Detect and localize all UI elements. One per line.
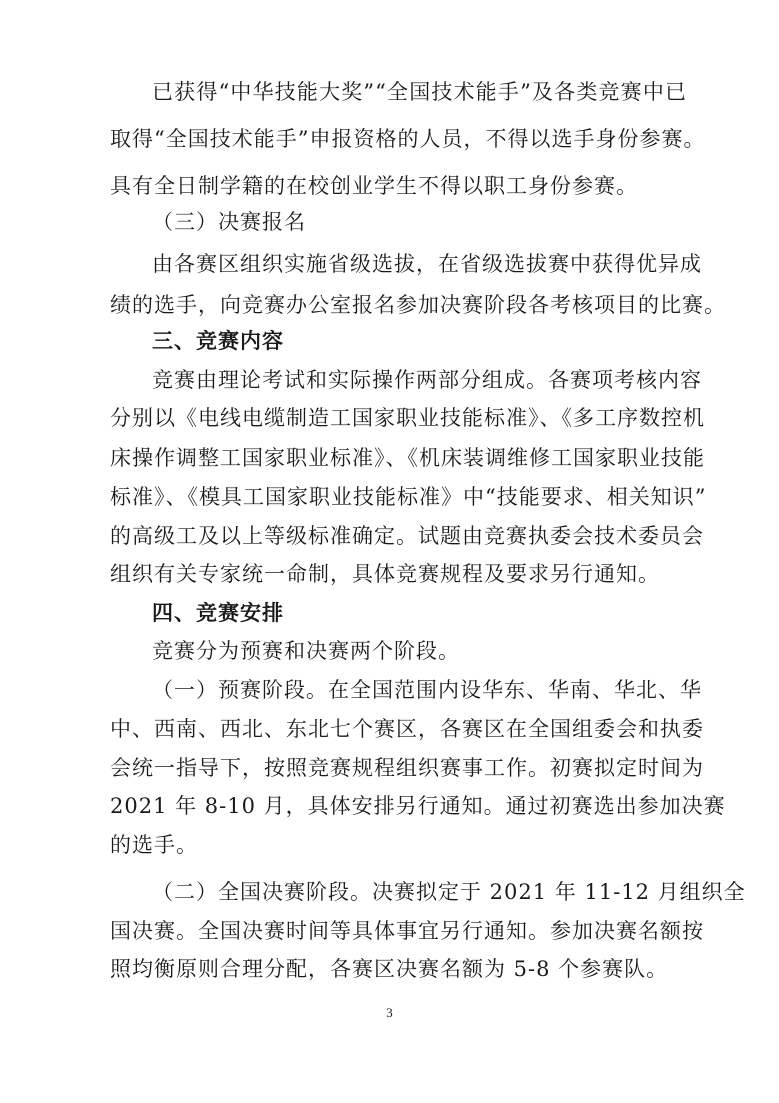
body-line: 的高级工及以上等级标准确定。试题由竞赛执委会技术委员会 [110,524,704,548]
body-line: 标准》、《模具工国家职业技能标准》中“技能要求、相关知识” [110,485,707,509]
body-line: 取得“全国技术能手”申报资格的人员，不得以选手身份参赛。 [110,127,706,151]
subheading: （三）决赛报名 [152,210,306,234]
page-number: 3 [386,1005,393,1020]
section-heading: 三、竞赛内容 [152,329,284,353]
body-line: （二）全国决赛阶段。决赛拟定于 2021 年 11-12 月组织全 [152,880,746,904]
body-line: 中、西南、西北、东北七个赛区，各赛区在全国组委会和执委 [110,717,704,741]
body-line: 竞赛由理论考试和实际操作两部分组成。各赛项考核内容 [152,368,702,392]
body-line: 由各赛区组织实施省级选拔，在省级选拔赛中获得优异成 [152,252,702,276]
body-line: 照均衡原则合理分配，各赛区决赛名额为 5-8 个参赛队。 [110,957,669,981]
body-line: 组织有关专家统一命制，具体竞赛规程及要求另行通知。 [110,562,660,586]
body-line: 床操作调整工国家职业标准》、《机床装调维修工国家职业技能 [110,446,705,470]
body-line: 的选手。 [110,833,198,857]
body-line: 具有全日制学籍的在校创业学生不得以职工身份参赛。 [110,174,638,198]
body-line: 绩的选手，向竞赛办公室报名参加决赛阶段各考核项目的比赛。 [110,293,726,317]
body-line: 会统一指导下，按照竞赛规程组织赛事工作。初赛拟定时间为 [110,756,704,780]
body-line: 已获得“中华技能大奖”“全国技术能手”及各类竞赛中已 [152,80,687,104]
body-line: （一）预赛阶段。在全国范围内设华东、华南、华北、华 [152,678,702,702]
section-heading: 四、竞赛安排 [152,601,284,625]
body-line: 国决赛。全国决赛时间等具体事宜另行通知。参加决赛名额按 [110,919,704,943]
body-line: 2021 年 8-10 月，具体安排另行通知。通过初赛选出参加决赛 [110,794,726,818]
body-line: 分别以《电线电缆制造工国家职业技能标准》、《多工序数控机 [110,406,705,430]
body-line: 竞赛分为预赛和决赛两个阶段。 [152,639,460,663]
